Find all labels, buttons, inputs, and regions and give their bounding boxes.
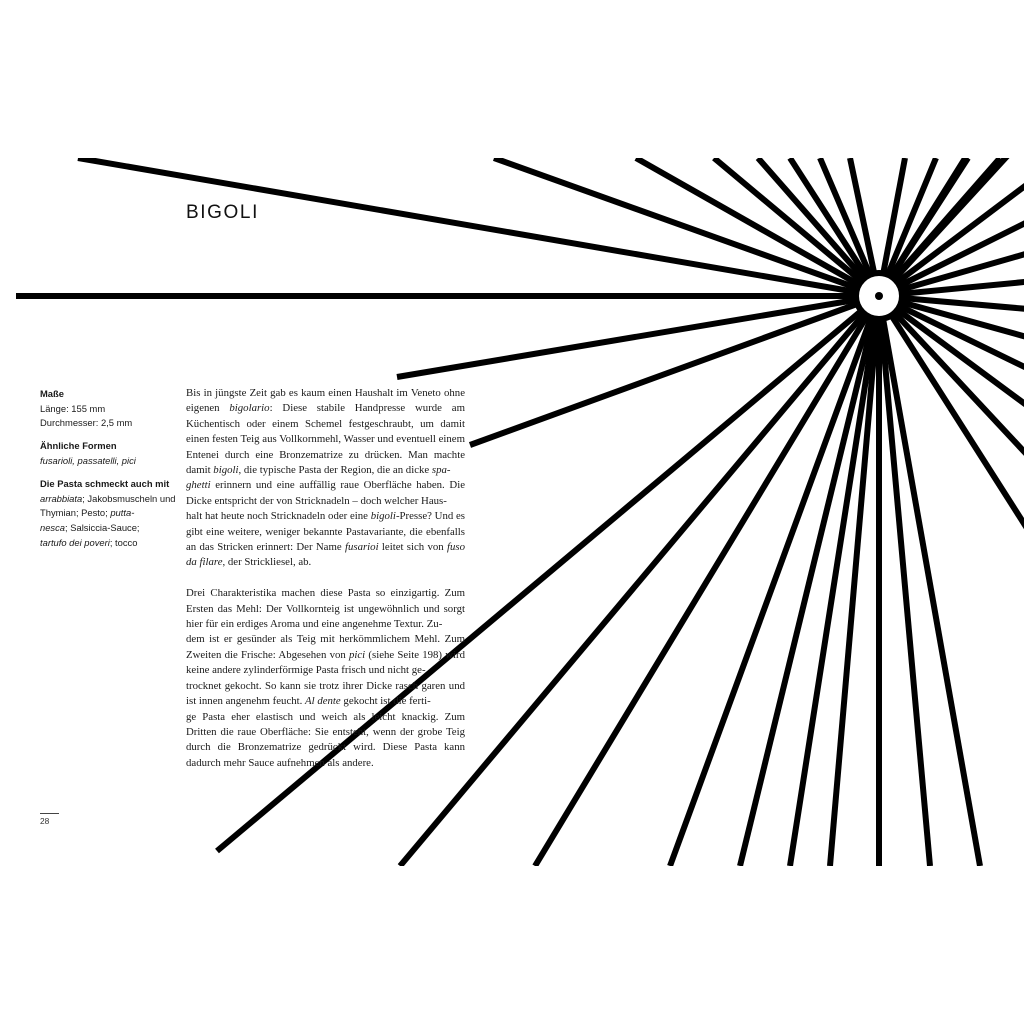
page-title: BIGOLI — [186, 202, 259, 223]
term-bigoli: bigoli — [213, 464, 239, 477]
p2-text-c: (siehe Seite 198) wird keine andere zylinderförmige Pasta frisch und nicht ge- — [186, 648, 465, 677]
sunburst-ray — [879, 296, 930, 866]
pairing-arrabbiata: arrabbiata — [40, 492, 83, 504]
term-pici: pici — [348, 648, 366, 661]
p1-text-c: , die typische Pasta der Region, die an dicke — [238, 464, 432, 477]
term-spaghetti-1: spa- — [431, 464, 451, 477]
sunburst-ray — [879, 296, 1024, 954]
term-spaghetti-2: ghetti — [186, 479, 211, 492]
pairings-text — [40, 492, 180, 550]
paragraph-2 — [186, 586, 465, 771]
p2-text-f: ge Pasta eher elastisch und weich als leicht knackig. Zum Dritten die raue Oberfläche: Sie entsteht, wenn der grobe Teig durch die Bronzematrize gedrückt wird. Diese Pasta kann dadurch mehr Sauce aufnehmen als andere. — [186, 710, 465, 769]
term-fuso-da-filare: fuso da filare — [186, 541, 466, 569]
sunburst-center-dot — [875, 292, 883, 300]
term-al-dente: Al dente — [305, 695, 341, 708]
p1-text-f: -Presse? Und es gibt eine weitere, weniger bekannte Pastavariante, die ebenfalls an das Stricken erinnert: Der Name — [186, 510, 465, 554]
p1-text-g: leitet sich von — [378, 541, 448, 554]
sunburst-ray — [879, 0, 1024, 296]
term-fusarioi: fusarioi — [344, 541, 379, 554]
diameter-value: Durchmesser: 2,5 mm — [40, 417, 133, 429]
article-body — [186, 386, 465, 787]
p1-text-h: , der Strickliesel, ab. — [222, 556, 312, 569]
pairing-puttanesca-1: putta- — [110, 507, 135, 519]
paragraph-1 — [186, 386, 465, 571]
sunburst-ray — [879, 296, 980, 866]
similar-forms-list: fusarioli, passatelli, pici — [40, 454, 136, 466]
page-number: 28 — [40, 816, 50, 826]
similar-forms-heading: Ähnliche Formen — [40, 440, 117, 452]
dimensions-heading: Maße — [40, 388, 64, 399]
similar-forms-block — [40, 439, 180, 468]
p2-text-e: gekocht ist die ferti- — [340, 695, 431, 708]
p1-text-b: : Diese stabile Handpresse wurde am Küchentisch oder einem Schemel festgeschraubt, um damit einen festen Teig aus Vollkornmehl, Wasser und eventuell einem Entenei durch eine Bronzematrize zu drücken. Man machte damit — [186, 402, 465, 477]
info-sidebar — [40, 387, 180, 559]
sunburst-ray — [535, 296, 879, 866]
sunburst-ray — [879, 0, 1024, 296]
term-bigoli-press: bigoli — [370, 510, 396, 523]
pairings-text-2: ; Salsiccia-Sauce; — [65, 521, 140, 533]
p1-text-e: halt hat heute noch Stricknadeln oder eine — [186, 510, 371, 523]
p1-text-a: Bis in jüngste Zeit gab es kaum einen Haushalt im Veneto ohne eigenen — [186, 387, 465, 415]
pairing-puttanesca-2: nesca — [40, 521, 66, 533]
folio-rule — [40, 813, 59, 814]
sunburst-ray — [879, 0, 1024, 296]
sunburst-ray — [397, 296, 879, 377]
pairing-tartufo: tartufo dei poveri — [40, 536, 110, 548]
p2-text-d: trocknet gekocht. So kann sie trotz ihrer Dicke rasch garen und ist innen angenehm feucht. — [186, 679, 465, 708]
pairings-text-1: ; Jakobsmuscheln und Thymian; Pesto; — [40, 492, 176, 519]
p2-text-a: Drei Charakteristika machen diese Pasta so einzigartig. Zum Ersten das Mehl: Der Vollkornteig ist ungewöhnlich und sorgt hier für ein erdiges Aroma und eine angenehme Textur. Zu- — [186, 587, 465, 631]
length-value: Länge: 155 mm — [40, 402, 106, 414]
p1-text-d: erinnern und eine auffällig raue Oberfläche haben. Die Dicke entspricht der von Stricknadeln – doch welcher Haus- — [186, 479, 465, 507]
pairings-block — [40, 477, 180, 550]
dimensions-block — [40, 387, 180, 431]
pairings-text-3: ; tocco — [109, 536, 138, 548]
term-bigolario: bigolario — [229, 402, 270, 415]
p2-text-b: dem ist er gesünder als Teig mit herkömmlichem Mehl. Zum Zweiten die Frische: Abgesehen von — [186, 633, 465, 661]
pairings-heading: Die Pasta schmeckt auch mit — [40, 478, 170, 490]
sunburst-ray — [879, 0, 1024, 296]
